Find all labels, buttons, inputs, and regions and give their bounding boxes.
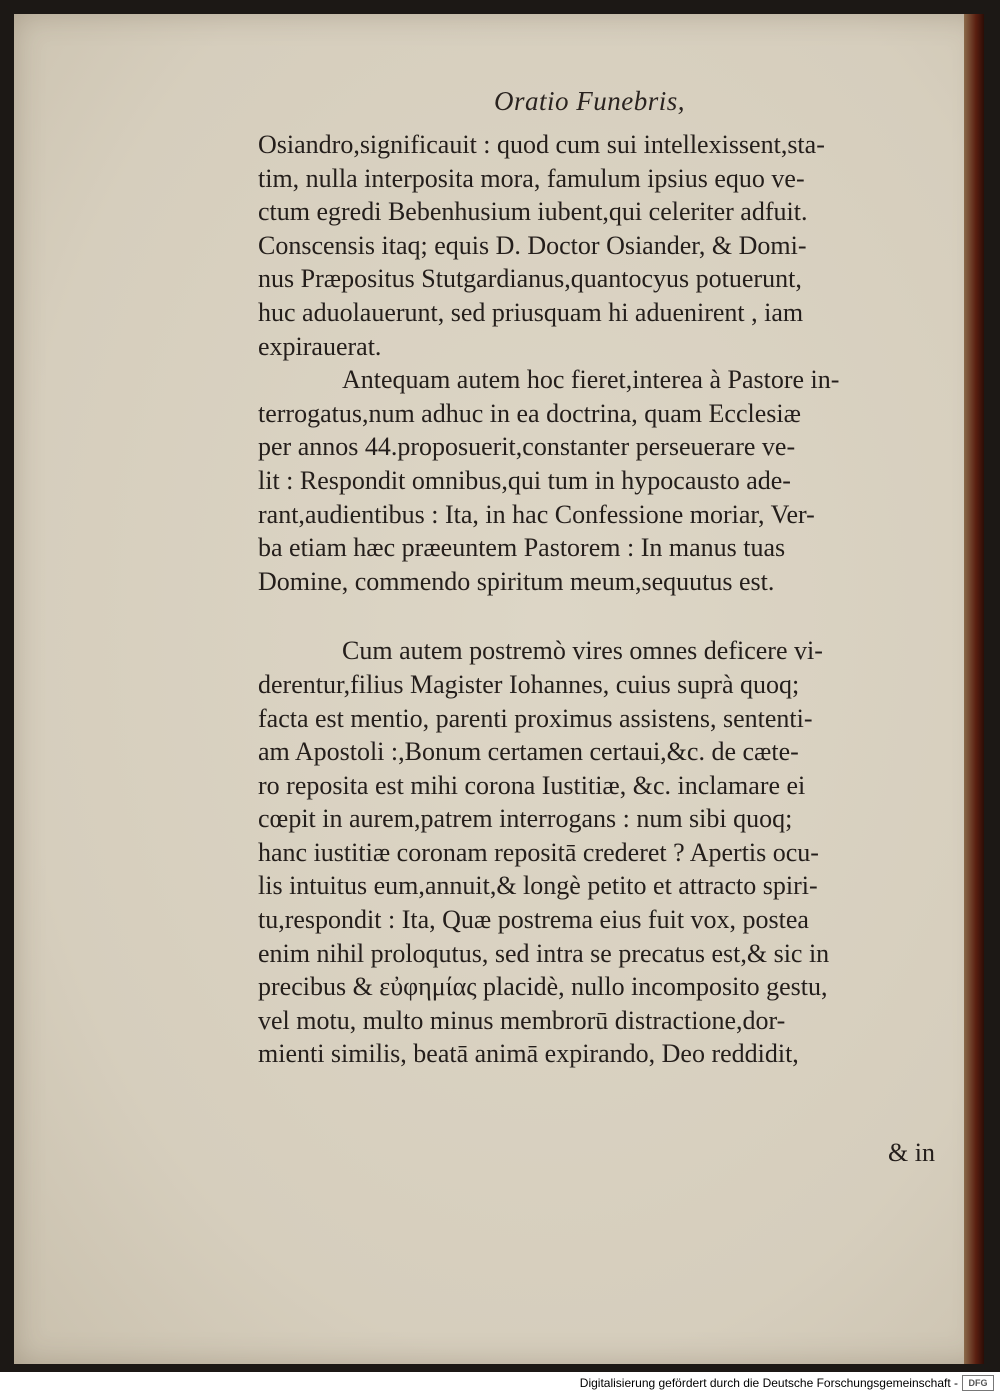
text-line: nus Præpositus Stutgardianus,quantocyus potuerunt, — [258, 264, 802, 294]
text-line: enim nihil proloqutus, sed intra se precatus est,& sic in — [258, 938, 830, 968]
text-line: ba etiam hæc præeuntem Pastorem : In manus tuas — [258, 533, 786, 563]
text-line: terrogatus,num adhuc in ea doctrina, quam Ecclesiæ — [258, 398, 801, 428]
text-line: derentur,filius Magister Iohannes, cuius suprà quoq; — [258, 669, 800, 699]
text-line: rant,audientibus : Ita, in hac Confessione moriar, Ver- — [258, 499, 815, 529]
text-line: Osiandro,significauit : quod cum sui intellexissent,sta- — [258, 130, 825, 159]
running-head: Oratio Funebris, — [494, 86, 686, 116]
text-line: huc aduolauerunt, sed priusquam hi aduenirent , iam — [258, 297, 804, 327]
text-line: hanc iustitiæ coronam repositā crederet ? Apertis ocu- — [258, 837, 819, 867]
text-line: Antequam autem hoc fieret,interea à Pastore in- — [342, 365, 840, 395]
page-gutter — [964, 14, 984, 1364]
digitization-credit: Digitalisierung gefördert durch die Deutsche Forschungsgemeinschaft - — [579, 1376, 958, 1390]
text-line: am Apostoli :,Bonum certamen certaui,&c. de cæte- — [258, 737, 799, 767]
catchword: & in — [888, 1138, 935, 1167]
text-line: lit : Respondit omnibus,qui tum in hypocausto ade- — [258, 465, 791, 495]
paragraph-2 — [258, 363, 958, 598]
text-line: Domine, commendo spiritum meum,sequutus est. — [258, 566, 775, 596]
text-line: Cum autem postremò vires omnes deficere vi- — [342, 636, 823, 666]
text-line: lis intuitus eum,annuit,& longè petito et attracto spiri- — [258, 871, 818, 901]
paragraph-1 — [258, 128, 958, 363]
text-line: tim, nulla interposita mora, famulum ipsius equo ve- — [258, 163, 805, 193]
dfg-logo-icon: DFG — [962, 1375, 994, 1391]
text-line: ro reposita est mihi corona Iustitiæ, &c. inclamare ei — [258, 770, 806, 800]
text-block — [258, 128, 958, 1071]
text-line: vel motu, multo minus membrorū distractione,dor- — [258, 1005, 786, 1035]
text-line: tu,respondit : Ita, Quæ postrema eius fuit vox, postea — [258, 905, 809, 935]
text-line: cœpit in aurem,patrem interrogans : num sibi quoq; — [258, 804, 793, 834]
text-line: mienti similis, beatā animā expirando, Deo reddidit, — [258, 1039, 799, 1069]
text-line: ctum egredi Bebenhusium iubent,qui celeriter adfuit. — [258, 197, 808, 227]
text-line: Conscensis itaq; equis D. Doctor Osiander, & Domi- — [258, 230, 807, 260]
text-line: facta est mentio, parenti proximus assistens, sententi- — [258, 703, 813, 733]
text-line: expirauerat. — [258, 331, 382, 361]
paragraph-3 — [258, 634, 958, 1071]
text-line: precibus & εὐφημίας placidè, nullo incomposito gestu, — [258, 972, 828, 1002]
text-line: per annos 44.proposuerit,constanter perseuerare ve- — [258, 432, 796, 462]
